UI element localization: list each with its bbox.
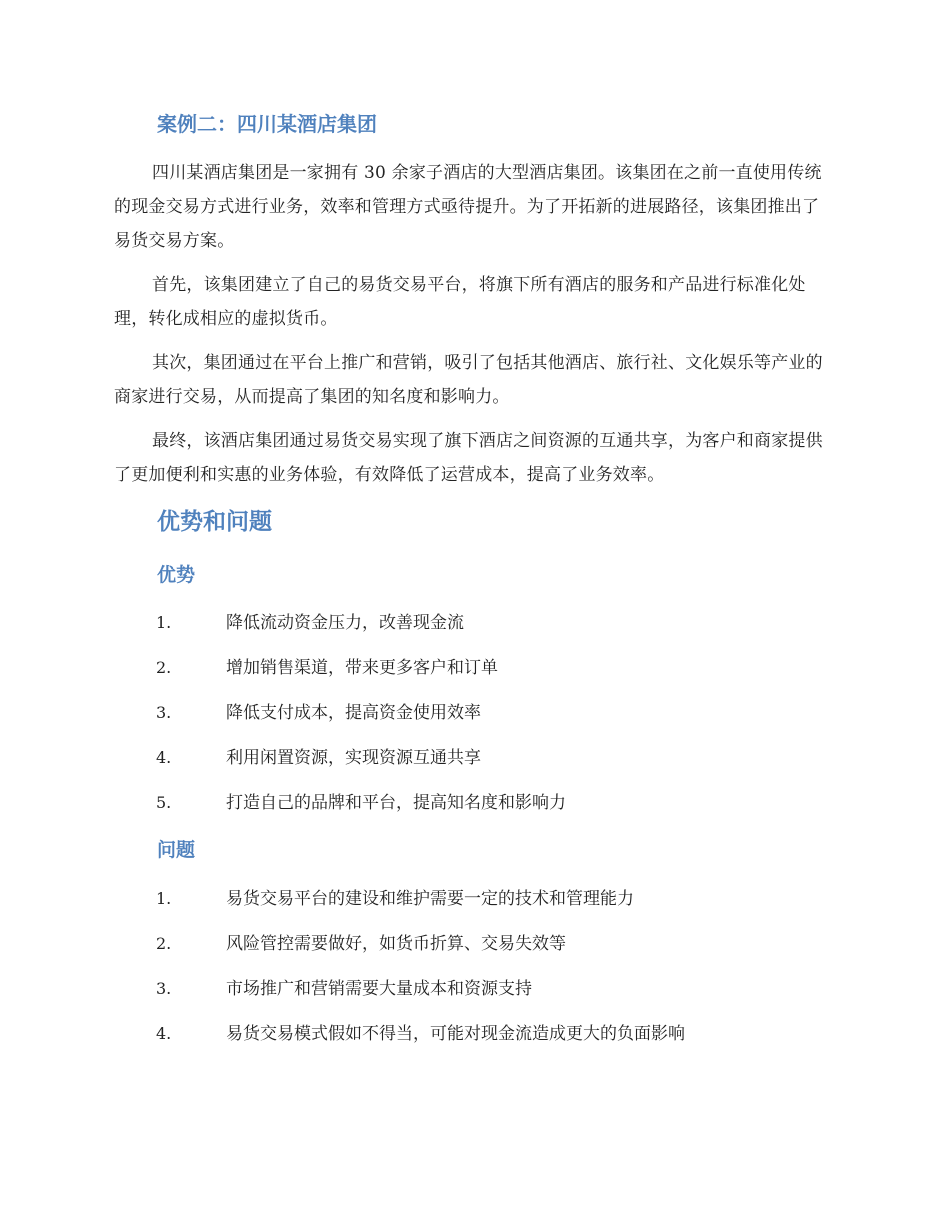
case-paragraph-2: 首先，该集团建立了自己的易货交易平台，将旗下所有酒店的服务和产品进行标准化处理，转化成相应的虚拟货币。: [114, 275, 806, 329]
list-number: 1.: [156, 613, 172, 632]
list-text: 易货交易平台的建设和维护需要一定的技术和管理能力: [226, 889, 634, 909]
list-item: [0, 698, 950, 743]
section-heading: 优势和问题: [157, 509, 272, 535]
list-item: [0, 884, 950, 929]
list-item: [0, 1019, 950, 1064]
advantages-heading: 优势: [157, 564, 196, 586]
advantages-list: [0, 608, 950, 833]
case-heading: 案例二：四川某酒店集团: [157, 112, 377, 136]
list-number: 5.: [156, 793, 172, 812]
list-number: 3.: [156, 703, 172, 722]
list-item: [0, 929, 950, 974]
list-text: 增加销售渠道，带来更多客户和订单: [226, 658, 498, 678]
list-item: [0, 974, 950, 1019]
list-item: [0, 608, 950, 653]
case-paragraph-4: 最终，该酒店集团通过易货交易实现了旗下酒店之间资源的互通共享，为客户和商家提供了更加便利和实惠的业务体验，有效降低了运营成本，提高了业务效率。: [114, 431, 823, 485]
list-number: 4.: [156, 1024, 172, 1043]
case-paragraph-3: 其次，集团通过在平台上推广和营销，吸引了包括其他酒店、旅行社、文化娱乐等产业的商家进行交易，从而提高了集团的知名度和影响力。: [114, 353, 823, 407]
list-text: 利用闲置资源，实现资源互通共享: [226, 748, 481, 768]
list-number: 4.: [156, 748, 172, 767]
list-text: 风险管控需要做好，如货币折算、交易失效等: [226, 934, 566, 954]
list-item: [0, 788, 950, 833]
list-number: 3.: [156, 979, 172, 998]
list-item: [0, 653, 950, 698]
problems-heading: 问题: [157, 839, 196, 861]
case-paragraph-1: 四川某酒店集团是一家拥有 30 余家子酒店的大型酒店集团。该集团在之前一直使用传统的现金交易方式进行业务，效率和管理方式亟待提升。为了开拓新的进展路径，该集团推出了易货交易方案。: [114, 163, 822, 251]
list-number: 1.: [156, 889, 172, 908]
list-text: 降低流动资金压力，改善现金流: [226, 613, 464, 633]
list-text: 降低支付成本，提高资金使用效率: [226, 703, 481, 723]
list-number: 2.: [156, 934, 172, 953]
list-text: 市场推广和营销需要大量成本和资源支持: [226, 979, 532, 999]
list-text: 易货交易模式假如不得当，可能对现金流造成更大的负面影响: [226, 1024, 685, 1044]
list-text: 打造自己的品牌和平台，提高知名度和影响力: [226, 793, 566, 813]
problems-list: [0, 884, 950, 1064]
list-item: [0, 743, 950, 788]
list-number: 2.: [156, 658, 172, 677]
